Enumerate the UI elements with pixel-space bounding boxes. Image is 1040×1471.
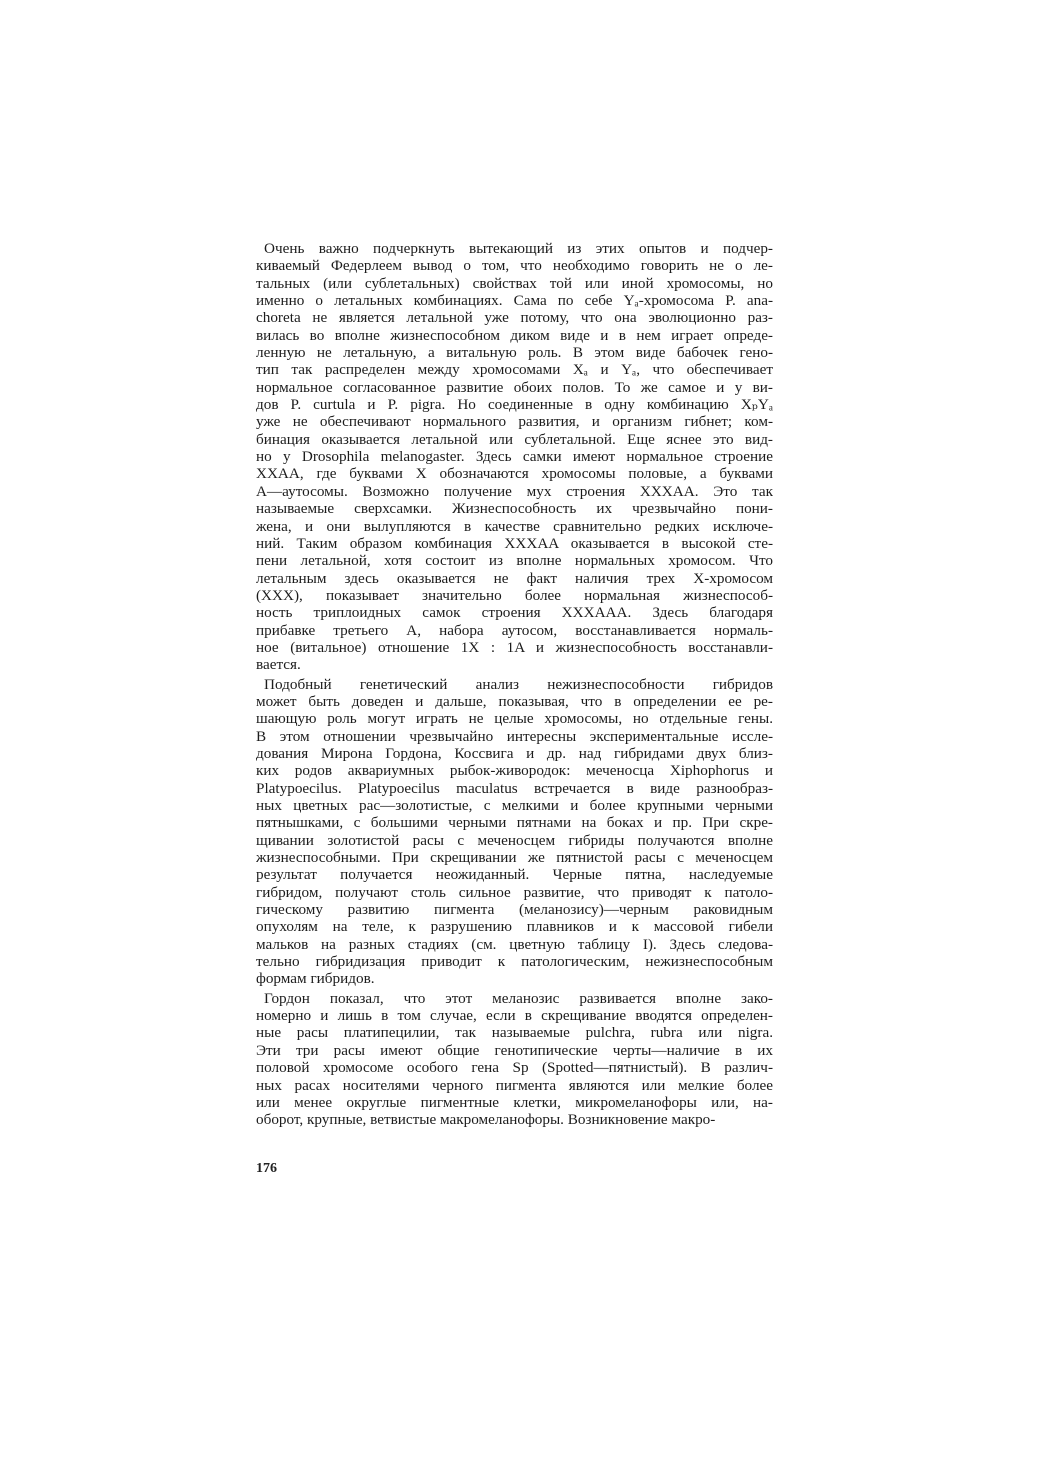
text-line: нормальное согласованное развитие обоих полов. То же самое и у ви-	[256, 378, 773, 396]
text-line: номерно и лишь в том случае, если в скрещивание вводятся определен-	[256, 1007, 773, 1025]
text-line: вилась во вполне жизнеспособном диком виде и в нем играет опреде-	[256, 326, 773, 344]
text-line: бинация оказывается летальной или сублетальной. Еще яснее это вид-	[256, 430, 773, 448]
text-line: Очень важно подчеркнуть вытекающий из этих опытов и подчер-	[264, 240, 773, 257]
text-line: пени летальной, хотя состоит из вполне нормальных хромосом. Что	[256, 552, 773, 570]
text-line: ных расах носителями черного пигмента являются или мелкие более	[256, 1076, 773, 1094]
paragraph	[256, 676, 773, 988]
text-line: жизнеспособными. При скрещивании же пятнистой расы с меченосцем	[256, 849, 773, 867]
text-line: оборот, крупные, ветвистые макромеланофоры. Возникновение макро-	[256, 1111, 716, 1129]
text-line: Подобный генетический анализ нежизнеспособности гибридов	[264, 675, 773, 693]
text-line: вается.	[256, 656, 301, 674]
text-line: дов P. curtula и P. pigra. Но соединенные в одну комбинацию XₚYₐ	[256, 396, 773, 414]
text-line: ленную не летальную, а витальную роль. В этом виде бабочек гено-	[256, 344, 773, 362]
text-line: ких родов аквариумных рыбок-живородок: меченосца Xiphophorus и	[256, 762, 773, 780]
text-line: называемые сверхсамки. Жизнеспособность их чрезвычайно пони-	[256, 500, 773, 518]
text-line: ность триплоидных самок строения XXXAAA. Здесь благодаря	[256, 604, 773, 622]
page-number: 176	[256, 1161, 277, 1176]
text-line: результат получается неожиданный. Черные пятна, наследуемые	[256, 866, 773, 884]
text-line: Platypoecilus. Platypoecilus maculatus встречается в виде разнообраз-	[256, 779, 773, 797]
text-line: именно о летальных комбинациях. Сама по себе Yₐ-хромосома P. ana-	[256, 292, 773, 310]
text-line: или менее округлые пигментные клетки, микромеланофоры или, на-	[256, 1093, 773, 1111]
text-line: тальных (или сублетальных) свойствах той или иной хромосомы, но	[256, 274, 773, 292]
paragraph	[256, 240, 773, 674]
text-line: choreta не является летальной уже потому, что она эволюционно раз-	[256, 309, 773, 327]
text-line: тельно гибридизация приводит к патологическим, нежизнеспособным	[256, 953, 773, 971]
text-line: киваемый Федерлеем вывод о том, что необходимо говорить не о ле-	[256, 257, 773, 275]
text-line: ное (витальное) отношение 1X : 1A и жизнеспособность восстанавли-	[256, 638, 773, 656]
text-line: жена, и они вылупляются в качестве сравнительно редких исключе-	[256, 517, 773, 535]
paragraph	[256, 990, 773, 1129]
text-line: XXAA, где буквами X обозначаются хромосомы половые, а буквами	[256, 465, 773, 483]
text-line: летальным здесь оказывается не факт наличия трех X-хромосом	[256, 569, 773, 587]
text-line: Гордон показал, что этот меланозис развивается вполне зако-	[264, 989, 773, 1007]
text-line: A—аутосомы. Возможно получение мух строения XXXAA. Это так	[256, 482, 773, 500]
text-line: (XXX), показывает значительно более нормальная жизнеспособ-	[256, 586, 773, 604]
text-line: прибавке третьего A, набора аутосом, восстанавливается нормаль-	[256, 621, 773, 639]
text-line: может быть доведен и дальше, показывая, что в определении ее ре-	[256, 692, 773, 710]
text-line: щивании золотистой расы с меченосцем гибриды получаются вполне	[256, 831, 773, 849]
text-line: гибридом, получают столь сильное развитие, что приводят к патоло-	[256, 883, 773, 901]
text-line: формам гибридов.	[256, 970, 375, 988]
text-line: ные расы платипецилии, так называемые pulchra, rubra или nigra.	[256, 1024, 773, 1042]
text-line: уже не обеспечивают нормального развития, и организм гибнет; ком-	[256, 413, 773, 431]
text-line: шающую роль могут играть не целые хромосомы, но отдельные гены.	[256, 710, 773, 728]
text-line: В этом отношении чрезвычайно интересны экспериментальные иссле-	[256, 727, 773, 745]
text-line: гическому развитию пигмента (меланозису)—черным раковидным	[256, 901, 773, 919]
text-line: мальков на разных стадиях (см. цветную таблицу I). Здесь следова-	[256, 935, 773, 953]
text-line: но у Drosophila melanogaster. Здесь самки имеют нормальное строение	[256, 448, 773, 466]
text-line: Эти три расы имеют общие генотипические черты—наличие в их	[256, 1041, 773, 1059]
text-line: тип так распределен между хромосомами Xₐ и Yₐ, что обеспечивает	[256, 361, 773, 379]
text-line: ных цветных рас—золотистые, с мелкими и более крупными черными	[256, 797, 773, 814]
text-line: половой хромосоме особого гена Sp (Spotted—пятнистый). В различ-	[256, 1059, 773, 1077]
text-line: дования Мирона Гордона, Коссвига и др. над гибридами двух близ-	[256, 744, 773, 762]
body-text	[256, 240, 773, 1129]
text-line: ний. Таким образом комбинация XXXAA оказывается в высокой сте-	[256, 534, 773, 552]
text-line: пятнышками, с большими черными пятнами на боках и пр. При скре-	[256, 814, 773, 832]
text-line: опухолям на теле, к разрушению плавников и к массовой гибели	[256, 918, 773, 936]
